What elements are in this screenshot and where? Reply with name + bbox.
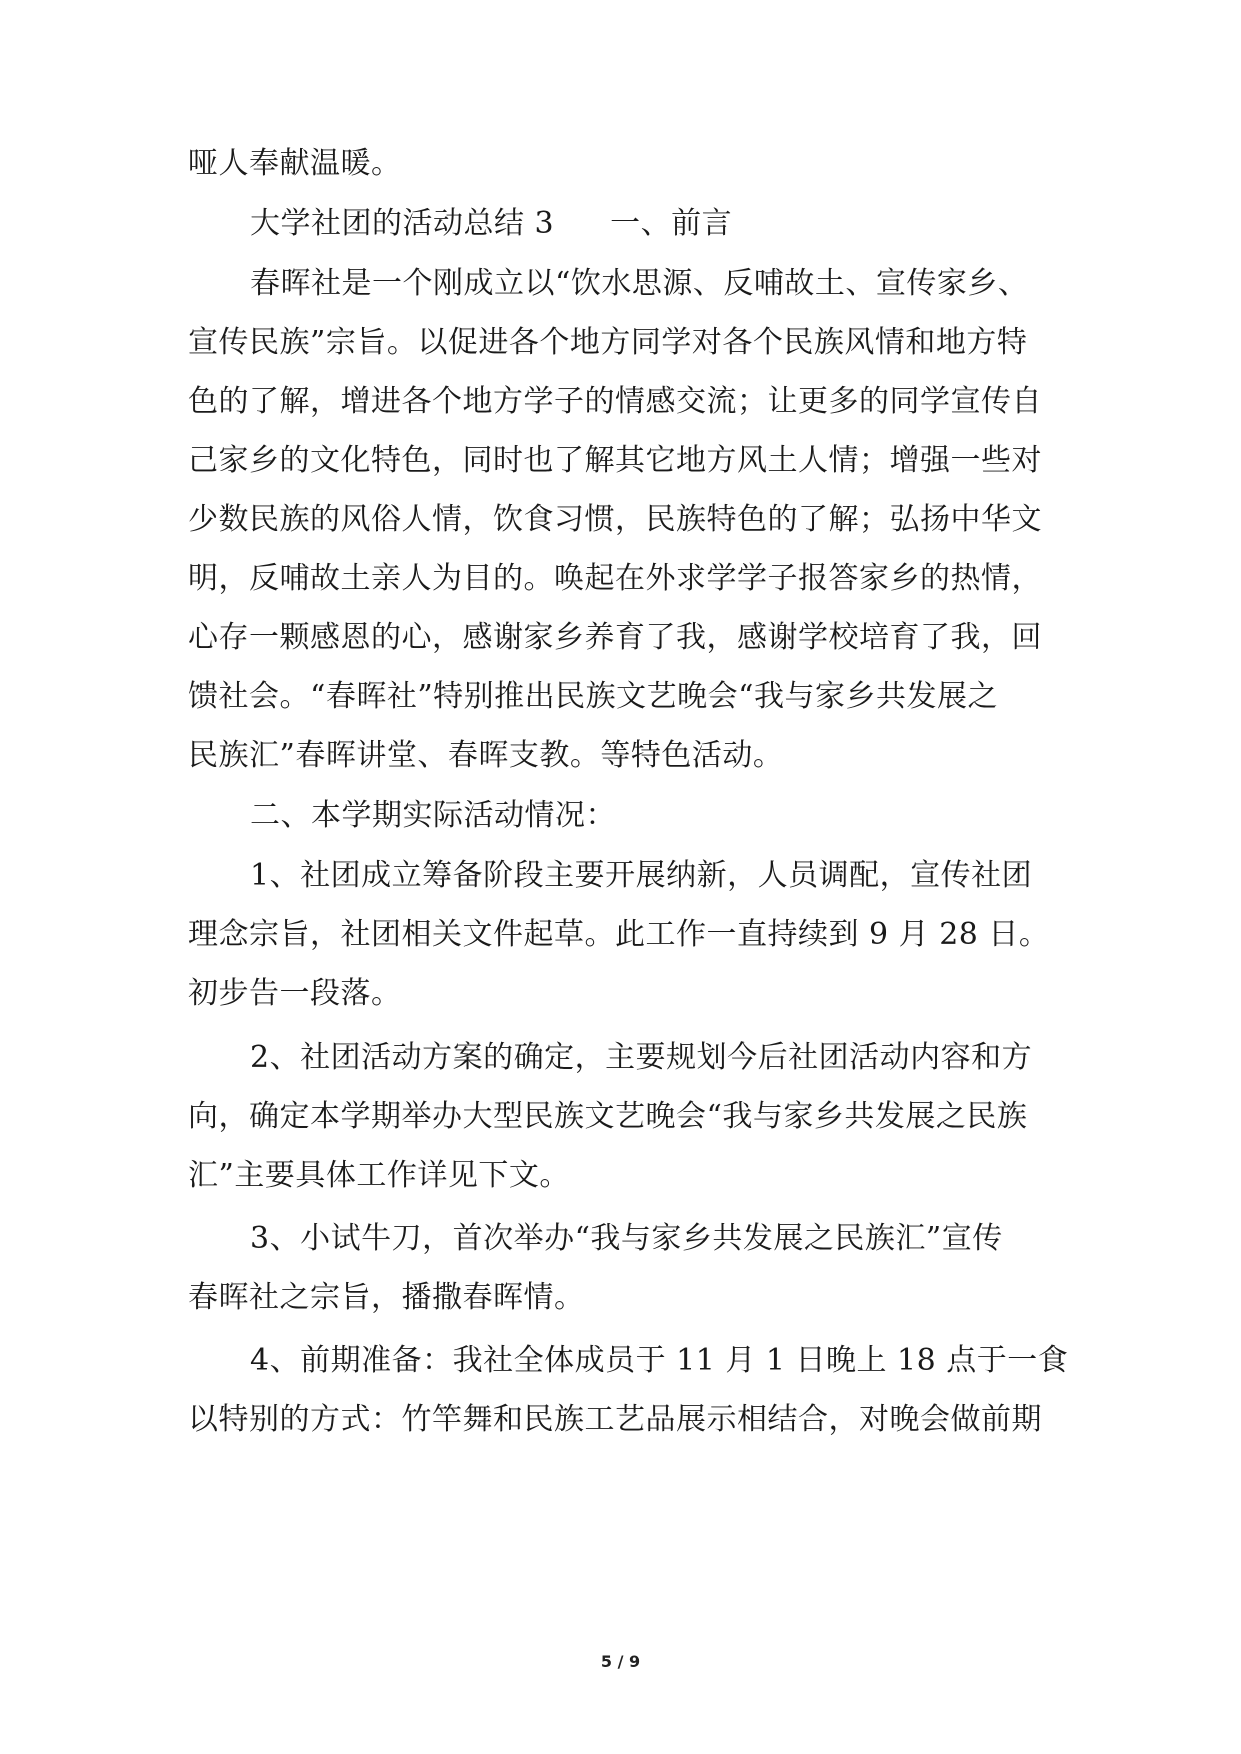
text-line: 向，确定本学期举办大型民族文艺晚会“我与家乡共发展之民族 [188,1099,1028,1134]
text-line: 二、本学期实际活动情况： [250,798,616,833]
text-line: 色的了解，增进各个地方学子的情感交流；让更多的同学宣传自 [188,384,1042,419]
section-title: 大学社团的活动总结 3 [250,206,555,241]
text-line: 明，反哺故土亲人为目的。唤起在外求学学子报答家乡的热情， [188,561,1042,596]
text-line: 民族汇”春晖讲堂、春晖支教。等特色活动。 [188,738,784,773]
text-line: 春晖社之宗旨，播撒春晖情。 [188,1280,585,1315]
text-line: 理念宗旨，社团相关文件起草。此工作一直持续到 9 月 28 日。 [188,917,1050,952]
text-line: 春晖社是一个刚成立以“饮水思源、反哺故土、宣传家乡、 [250,266,1029,301]
text-line: 宣传民族”宗旨。以促进各个地方同学对各个民族风情和地方特 [188,325,1028,360]
text-line: 汇”主要具体工作详见下文。 [188,1158,570,1193]
page-number: 5 / 9 [600,1652,641,1671]
text-line: 哑人奉献温暖。 [188,146,402,181]
text-line: 心存一颗感恩的心，感谢家乡养育了我，感谢学校培育了我，回 [188,620,1042,655]
text-line: 己家乡的文化特色，同时也了解其它地方风土人情；增强一些对 [188,443,1042,478]
text-line: 1、社团成立筹备阶段主要开展纳新，人员调配，宣传社团 [250,858,1033,893]
section-subtitle: 一、前言 [610,206,733,241]
text-line: 3、小试牛刀，首次举办“我与家乡共发展之民族汇”宣传 [250,1221,1003,1256]
text-line: 少数民族的风俗人情，饮食习惯，民族特色的了解；弘扬中华文 [188,502,1042,537]
text-line: 初步告一段落。 [188,976,402,1011]
text-line: 4、前期准备：我社全体成员于 11 月 1 日晚上 18 点于一食 [250,1343,1069,1378]
text-line: 以特别的方式：竹竿舞和民族工艺品展示相结合，对晚会做前期 [188,1402,1042,1437]
text-line: 馈社会。“春晖社”特别推出民族文艺晚会“我与家乡共发展之 [188,679,999,714]
section-heading-line [250,204,732,244]
text-line: 2、社团活动方案的确定，主要规划今后社团活动内容和方 [250,1040,1033,1075]
